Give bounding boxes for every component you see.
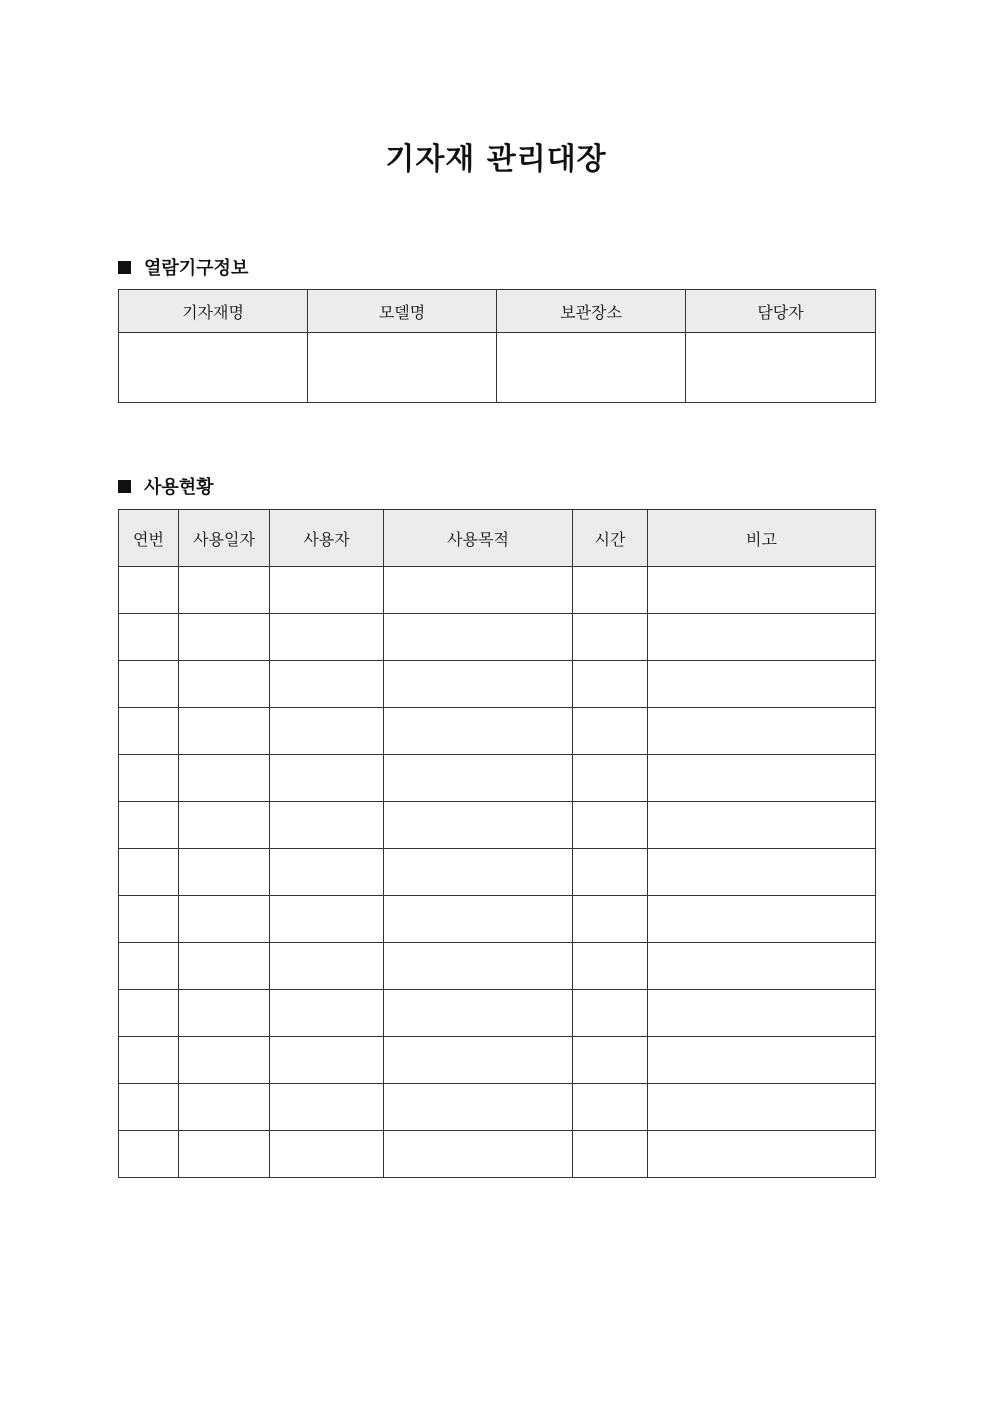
serial-number-cell[interactable] — [119, 614, 179, 661]
time-cell[interactable] — [573, 1084, 648, 1131]
header-usage-date: 사용일자 — [179, 510, 270, 567]
header-time: 시간 — [573, 510, 648, 567]
table-row — [119, 1084, 876, 1131]
usage-date-cell[interactable] — [179, 708, 270, 755]
serial-number-cell[interactable] — [119, 567, 179, 614]
table-row — [119, 1131, 876, 1178]
usage-date-cell[interactable] — [179, 1131, 270, 1178]
info-header-row — [119, 290, 876, 333]
table-row — [119, 755, 876, 802]
header-model-name: 모델명 — [308, 290, 497, 333]
usage-section-label: 사용현황 — [144, 477, 214, 498]
usage-date-cell[interactable] — [179, 755, 270, 802]
time-cell[interactable] — [573, 943, 648, 990]
purpose-cell[interactable] — [384, 614, 573, 661]
remarks-cell[interactable] — [648, 849, 876, 896]
table-row — [119, 614, 876, 661]
purpose-cell[interactable] — [384, 567, 573, 614]
table-row — [119, 896, 876, 943]
user-cell[interactable] — [270, 755, 384, 802]
page-title: 기자재 관리대장 — [385, 142, 607, 177]
time-cell[interactable] — [573, 990, 648, 1037]
square-bullet-icon — [118, 261, 131, 274]
time-cell[interactable] — [573, 661, 648, 708]
table-row — [119, 849, 876, 896]
serial-number-cell[interactable] — [119, 896, 179, 943]
purpose-cell[interactable] — [384, 708, 573, 755]
header-serial-number: 연번 — [119, 510, 179, 567]
usage-date-cell[interactable] — [179, 661, 270, 708]
purpose-cell[interactable] — [384, 990, 573, 1037]
user-cell[interactable] — [270, 1131, 384, 1178]
storage-location-cell[interactable] — [497, 333, 686, 403]
usage-date-cell[interactable] — [179, 802, 270, 849]
time-cell[interactable] — [573, 614, 648, 661]
serial-number-cell[interactable] — [119, 1084, 179, 1131]
serial-number-cell[interactable] — [119, 1037, 179, 1084]
purpose-cell[interactable] — [384, 802, 573, 849]
serial-number-cell[interactable] — [119, 943, 179, 990]
purpose-cell[interactable] — [384, 1037, 573, 1084]
header-equipment-name: 기자재명 — [119, 290, 308, 333]
usage-date-cell[interactable] — [179, 1037, 270, 1084]
user-cell[interactable] — [270, 708, 384, 755]
user-cell[interactable] — [270, 943, 384, 990]
header-manager: 담당자 — [686, 290, 876, 333]
user-cell[interactable] — [270, 614, 384, 661]
usage-table-body — [119, 567, 876, 1178]
header-user: 사용자 — [270, 510, 384, 567]
user-cell[interactable] — [270, 802, 384, 849]
purpose-cell[interactable] — [384, 943, 573, 990]
remarks-cell[interactable] — [648, 943, 876, 990]
serial-number-cell[interactable] — [119, 802, 179, 849]
info-section-heading — [118, 254, 248, 280]
serial-number-cell[interactable] — [119, 661, 179, 708]
user-cell[interactable] — [270, 990, 384, 1037]
serial-number-cell[interactable] — [119, 755, 179, 802]
serial-number-cell[interactable] — [119, 708, 179, 755]
time-cell[interactable] — [573, 755, 648, 802]
info-row — [119, 333, 876, 403]
time-cell[interactable] — [573, 849, 648, 896]
serial-number-cell[interactable] — [119, 1131, 179, 1178]
usage-date-cell[interactable] — [179, 1084, 270, 1131]
serial-number-cell[interactable] — [119, 849, 179, 896]
user-cell[interactable] — [270, 896, 384, 943]
remarks-cell[interactable] — [648, 708, 876, 755]
square-bullet-icon — [118, 480, 131, 493]
info-section-label: 열람기구정보 — [144, 258, 249, 279]
equipment-name-cell[interactable] — [119, 333, 308, 403]
serial-number-cell[interactable] — [119, 990, 179, 1037]
user-cell[interactable] — [270, 661, 384, 708]
user-cell[interactable] — [270, 567, 384, 614]
table-row — [119, 802, 876, 849]
header-purpose: 사용목적 — [384, 510, 573, 567]
remarks-cell[interactable] — [648, 661, 876, 708]
time-cell[interactable] — [573, 708, 648, 755]
table-row — [119, 1037, 876, 1084]
model-name-cell[interactable] — [308, 333, 497, 403]
remarks-cell[interactable] — [648, 1037, 876, 1084]
table-row — [119, 661, 876, 708]
user-cell[interactable] — [270, 1084, 384, 1131]
remarks-cell[interactable] — [648, 802, 876, 849]
purpose-cell[interactable] — [384, 896, 573, 943]
time-cell[interactable] — [573, 567, 648, 614]
purpose-cell[interactable] — [384, 755, 573, 802]
remarks-cell[interactable] — [648, 1131, 876, 1178]
usage-date-cell[interactable] — [179, 990, 270, 1037]
time-cell[interactable] — [573, 896, 648, 943]
header-storage-location: 보관장소 — [497, 290, 686, 333]
user-cell[interactable] — [270, 1037, 384, 1084]
usage-status-table — [118, 509, 876, 1178]
user-cell[interactable] — [270, 849, 384, 896]
usage-date-cell[interactable] — [179, 849, 270, 896]
remarks-cell[interactable] — [648, 1084, 876, 1131]
remarks-cell[interactable] — [648, 990, 876, 1037]
usage-date-cell[interactable] — [179, 943, 270, 990]
remarks-cell[interactable] — [648, 614, 876, 661]
usage-section-heading — [118, 473, 214, 499]
table-row — [119, 708, 876, 755]
purpose-cell[interactable] — [384, 1084, 573, 1131]
manager-cell[interactable] — [686, 333, 876, 403]
purpose-cell[interactable] — [384, 849, 573, 896]
table-row — [119, 567, 876, 614]
time-cell[interactable] — [573, 1131, 648, 1178]
purpose-cell[interactable] — [384, 661, 573, 708]
header-remarks: 비고 — [648, 510, 876, 567]
remarks-cell[interactable] — [648, 567, 876, 614]
time-cell[interactable] — [573, 1037, 648, 1084]
usage-date-cell[interactable] — [179, 896, 270, 943]
purpose-cell[interactable] — [384, 1131, 573, 1178]
usage-date-cell[interactable] — [179, 567, 270, 614]
remarks-cell[interactable] — [648, 896, 876, 943]
remarks-cell[interactable] — [648, 755, 876, 802]
usage-header-row — [119, 510, 876, 567]
usage-date-cell[interactable] — [179, 614, 270, 661]
table-row — [119, 990, 876, 1037]
time-cell[interactable] — [573, 802, 648, 849]
table-row — [119, 943, 876, 990]
equipment-info-table — [118, 289, 876, 403]
